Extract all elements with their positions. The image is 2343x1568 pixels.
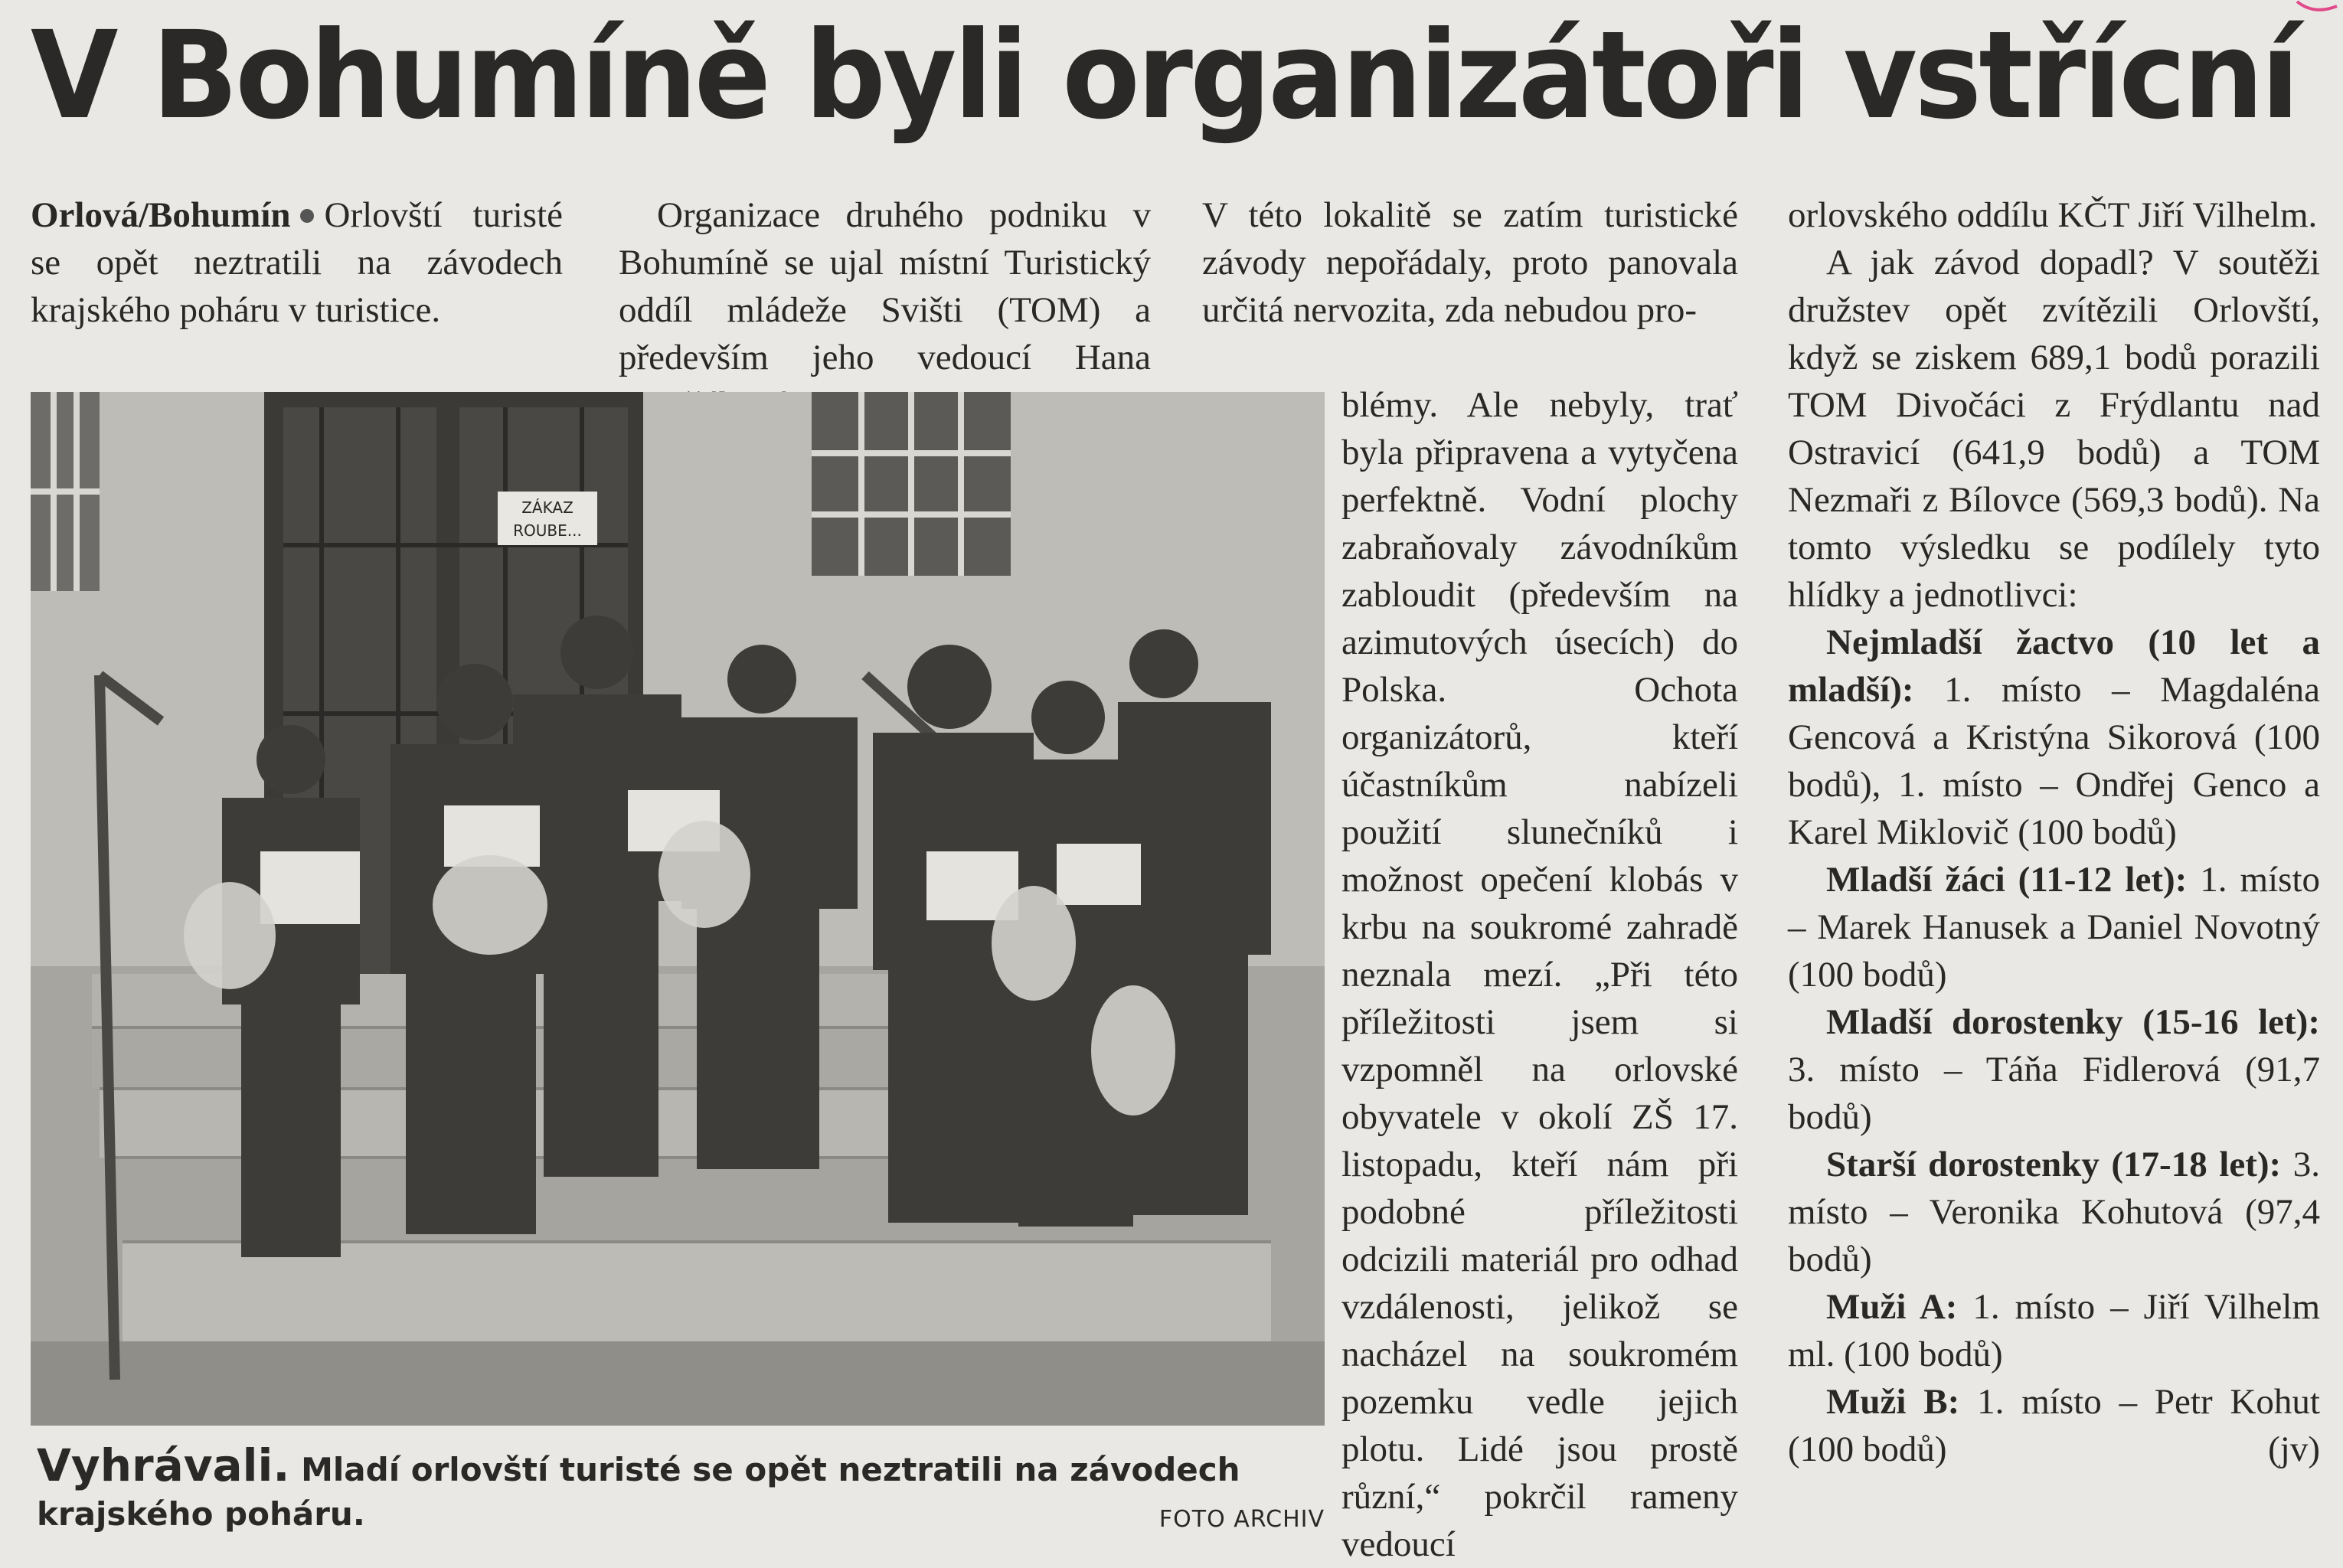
result-category: Mladší žáci (11-12 let): [1826, 860, 2188, 900]
photo-credit: FOTO ARCHIV [1158, 1506, 1325, 1533]
paragraph: V této lokalitě se zatím turistické závody nepořádaly, proto panovala určitá nervozita, zda nebudou pro- [1202, 195, 1738, 330]
results-list [1788, 619, 2320, 1473]
result-text: 1. místo – Jiří Vilhelm ml. (100 bodů) [1788, 1287, 2321, 1374]
result-text: 1. místo – Magdaléna Gencová a Kristýna Sikorová (100 bodů), 1. místo – Ondřej Genco a Karel Miklovič (100 bodů) [1788, 670, 2320, 852]
dateline: Orlová/Bohumín [31, 195, 291, 235]
paragraph: orlovského oddílu KČT Jiří Vilhelm. [1788, 195, 2318, 235]
paragraph: blémy. Ale nebyly, trať byla připravena a vytyčena perfektně. Vodní plochy zabraňovaly závodníkům zabloudit (především na azimutových úsecích) do Polska. Ochota organizátorů, kteří účastníkům nabízeli použití slunečníků i možnost opečení klobás v krbu na soukromé zahradě neznala mezí. „Při této příležitosti jsem si vzpomněl na orlovské obyvatele v okolí ZŠ 17. listopadu, kteří nám při podobné příležitosti odcizili materiál pro odhad vzdálenosti, jelikož se nacházel na soukromém pozemku vedle jejich plotu. Lidé jsou prostě různí,“ pokrčil rameny vedoucí [1341, 385, 1738, 1564]
result-category: Nejmladší žactvo (10 let a mladší): [1788, 622, 2320, 710]
result-text: 3. místo – Veronika Kohutová (97,4 bodů) [1788, 1145, 2320, 1279]
photo-illustration [31, 392, 1325, 1426]
result-text: 1. místo – Marek Hanusek a Daniel Novotný (100 bodů) [1788, 860, 2320, 995]
result-text: 3. místo – Táňa Fidlerová (91,7 bodů) [1788, 1050, 2320, 1137]
bullet-icon [300, 209, 314, 223]
headline: V Bohumíně byli organizátoři vstřícní [31, 5, 2297, 146]
result-item [1788, 1141, 2320, 1283]
column-3-top [1202, 191, 1738, 334]
door-sign-text: ZÁKAZ [521, 498, 573, 517]
column-4 [1788, 191, 2320, 1473]
paragraph: Organizace druhého podniku v Bohumíně se ujal místní Turistický oddíl mládeže Svišti (TOM) a především jeho vedoucí Hana [619, 195, 1151, 377]
lead-text: Orlovští turisté se opět neztratili na závodech krajského poháru v turistice. [31, 195, 563, 330]
door-sign-text: ROUBE... [513, 521, 582, 540]
author-signature: (jv) [2268, 1429, 2320, 1469]
paragraph: A jak závod dopadl? V soutěži družstev opět zvítězili Orlovští, když se ziskem 689,1 bodů porazili TOM Divočáci z Frýdlantu nad Ostravicí (641,9 bodů) a TOM Nezmaři z Bílovce (569,3 bodů). Na tomto výsledku se podílely tyto hlídky a jednotlivci: [1788, 243, 2320, 615]
pink-mark-icon [2291, 0, 2343, 20]
result-item [1788, 1378, 2320, 1473]
result-category: Muži B: [1826, 1382, 1960, 1422]
result-item [1788, 856, 2320, 998]
result-text: 1. místo – Petr Kohut (100 bodů) [1788, 1382, 2320, 1469]
caption-lead: Vyhrávali. [37, 1439, 290, 1491]
column-1 [31, 191, 563, 334]
caption-text: Mladí orlovští turisté se opět neztratili na závodech krajského poháru. [37, 1451, 1240, 1533]
photo-caption [37, 1439, 1331, 1537]
result-item [1788, 619, 2320, 856]
column-3-body [1341, 381, 1738, 1568]
result-item [1788, 1283, 2320, 1378]
result-category: Starší dorostenky (17-18 let): [1826, 1145, 2282, 1184]
result-item [1788, 998, 2320, 1141]
result-category: Mladší dorostenky (15-16 let): [1826, 1002, 2320, 1042]
article-photo [31, 392, 1325, 1426]
result-category: Muži A: [1826, 1287, 1958, 1327]
